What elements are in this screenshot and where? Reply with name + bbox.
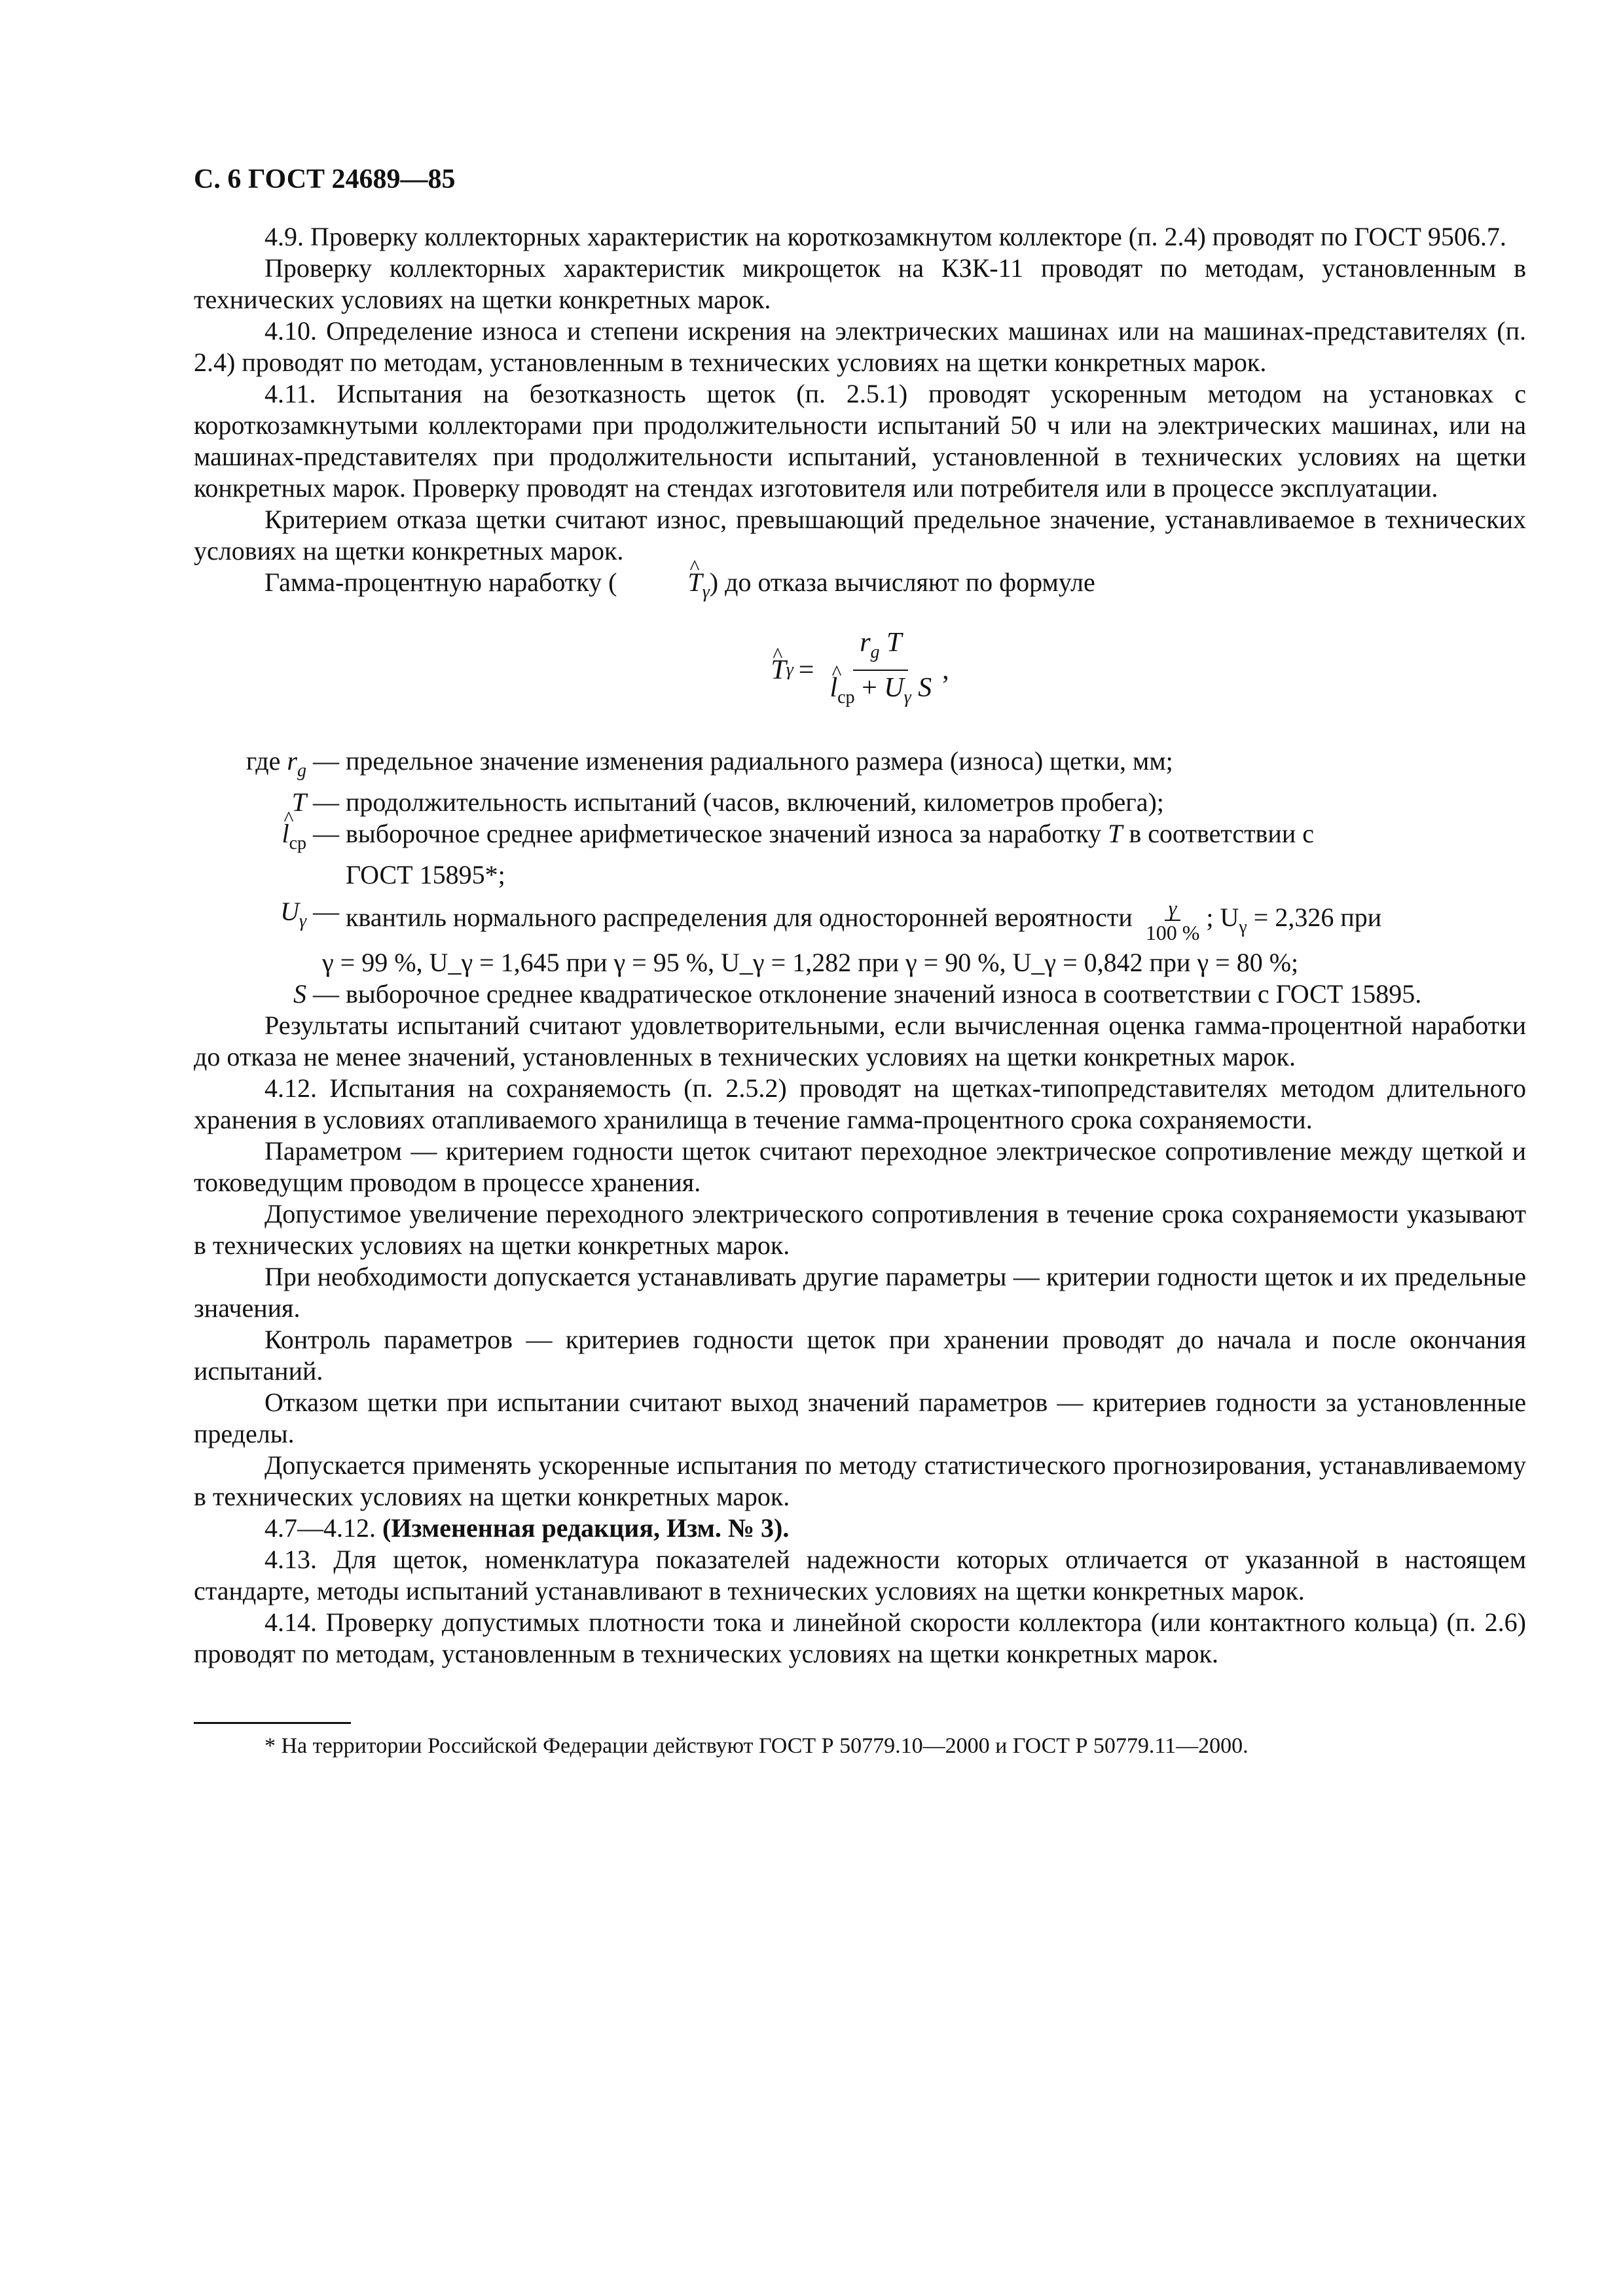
U-symbol: U [280, 897, 299, 926]
symbol-definitions [194, 745, 1526, 1010]
paragraph-failure-criterion: Критерием отказа щетки считают износ, превышающий предельное значение, устанавливаемое в технических условиях на щетки конкретных марок. [194, 505, 1526, 565]
amendment-number: 4.7—4.12. [264, 1513, 376, 1543]
rg-dash: — [313, 746, 339, 776]
gamma-intro-before: Гамма-процентную наработку ( [264, 567, 617, 597]
page-header: С. 6 ГОСТ 24689—85 [194, 164, 456, 194]
U-text-b-sub: γ [1239, 917, 1247, 938]
rg-text: предельное значение изменения радиального размера (износа) щетки, мм; [346, 746, 1173, 776]
amendment-note: (Измененная редакция, Изм. № 3). [382, 1513, 790, 1543]
U-frac-num: γ [1165, 896, 1181, 921]
l-text-cont: ГОСТ 15895*; [346, 860, 505, 889]
definition-U: $U_\gamma$ — квантиль нормального распределения для односторонней вероятности $\frac{\gamma}{100 \%}$ ; $U_\gamma = 2,326$ при [280, 896, 1382, 944]
definition-S: S — выборочное среднее квадратическое отклонение значений износа в соответствии с ГОСТ 15895. [194, 978, 1526, 1010]
paragraph-4-14: 4.14. Проверку допустимых плотности тока и линейной скорости коллектора (или контактного кольца) (п. 2.6) проводят по методам, установленным в технических условиях на щетки конкретных марок. [194, 1607, 1526, 1668]
S-symbol: S [293, 979, 306, 1009]
l-symbol-sub: ср [289, 833, 306, 853]
rg-symbol: r [287, 746, 297, 776]
paragraph-failure-storage: Отказом щетки при испытании считают выход значений параметров — критериев годности за установленные пределы. [194, 1388, 1526, 1448]
l-text-a: выборочное среднее арифметическое значений износа за наработку [346, 819, 1102, 848]
formula-equals: = [798, 655, 814, 685]
rg-symbol-sub: g [297, 761, 306, 781]
formula-den-l-sub: ср [837, 687, 855, 708]
formula-lhs-T: ^ T [771, 655, 786, 686]
definition-T: T — продолжительность испытаний (часов, включений, километров пробега); [194, 787, 1526, 818]
paragraph-other-parameters: При необходимости допускается устанавливать другие параметры — критерии годности щеток и их предельные значения. [194, 1262, 1526, 1323]
formula-den-S: S [918, 673, 932, 703]
formula-den-U-sub: γ [903, 687, 911, 708]
U-symbol-sub: γ [299, 911, 306, 931]
U-text-c: = 2,326 при [1247, 903, 1382, 933]
formula-num-r-sub: g [870, 642, 880, 662]
document-page [194, 164, 1526, 1759]
l-text-b: в соответствии с [1129, 819, 1314, 848]
paragraph-control: Контроль параметров — критериев годности щеток при хранении проводят до начала и после окончания испытаний. [194, 1325, 1526, 1386]
paragraph-results: Результаты испытаний считают удовлетворительными, если вычисленная оценка гамма-процентной наработки до отказа не менее значений, установленных в технических условиях на щетки конкретных марок. [194, 1011, 1526, 1071]
formula-numerator [853, 627, 908, 671]
formula-den-plus: + [862, 673, 877, 703]
formula-lhs-sub: γ [786, 660, 793, 680]
paragraph-accelerated: Допускается применять ускоренные испытания по методу статистического прогнозирования, устанавливаемому в технических условиях на щетки конкретных марок. [194, 1450, 1526, 1511]
definition-rg [194, 745, 1526, 787]
paragraph-4-10: 4.10. Определение износа и степени искрения на электрических машинах или на машинах-представителях (п. 2.4) проводят по методам, установленным в технических условиях на щетки конкретных марок. [194, 316, 1526, 377]
formula-denominator [823, 671, 938, 713]
formula-den-U: U [884, 673, 904, 703]
paragraph-4-9: 4.9. Проверку коллекторных характеристик на короткозамкнутом коллекторе (п. 2.4) проводят по ГОСТ 9506.7. [264, 222, 1506, 251]
footnote: * На территории Российской Федерации действуют ГОСТ Р 50779.10—2000 и ГОСТ Р 50779.11—2000. [264, 1734, 1249, 1758]
paragraph-gamma-intro [194, 567, 1526, 608]
formula-fraction [823, 627, 938, 713]
T-text: продолжительность испытаний (часов, включений, километров пробега); [346, 787, 1164, 817]
formula-num-T: T [886, 628, 902, 658]
gamma-symbol-sub: γ [702, 582, 710, 602]
gamma-symbol-T: ^ T [617, 567, 702, 598]
U-text-a: квантиль нормального распределения для односторонней вероятности [346, 903, 1133, 933]
formula-den-l: ^ l [830, 672, 837, 704]
footnote-rule [194, 1722, 351, 1724]
S-text: выборочное среднее квадратическое отклонение значений износа в соответствии с ГОСТ 15895. [346, 979, 1422, 1009]
paragraph-4-13: 4.13. Для щеток, номенклатура показателей надежности которых отличается от указанной в настоящем стандарте, методы испытаний устанавливают в технических условиях на щетки конкретных марок. [194, 1545, 1526, 1605]
gamma-intro-after: ) до отказа вычисляют по формуле [709, 567, 1095, 597]
paragraph-permissible-increase: Допустимое увеличение переходного электрического сопротивления в течение срока сохраняемости указывают в технических условиях на щетки конкретных марок. [194, 1199, 1526, 1260]
paragraph-kzk-11: Проверку коллекторных характеристик микрощеток на КЗК-11 проводят по методам, установленным в технических условиях на щетки конкретных марок. [194, 253, 1526, 314]
where-label: где [246, 746, 281, 776]
formula-num-r: r [860, 628, 871, 658]
U-text-b: ; U [1206, 903, 1239, 933]
paragraph-4-12: 4.12. Испытания на сохраняемость (п. 2.5.2) проводят на щетках-типопредставителях методом длительного хранения в условиях отапливаемого хранилища в течение гамма-процентного срока сохраняемости. [194, 1073, 1526, 1134]
paragraph-amendment [194, 1513, 1526, 1544]
l-symbol: ^ l [282, 818, 289, 850]
definition-l: ^ $l_{ср}$ — выборочное среднее арифметическое значений износа за наработку T в соответствии с [194, 818, 1526, 859]
l-text-T: T [1108, 819, 1123, 848]
paragraph-4-11: 4.11. Испытания на безотказность щеток (п. 2.5.1) проводят ускоренным методом на установках с короткозамкнутыми коллекторами при продолжительности испытаний 50 ч или на электрических машинах, или на машинах-представителях при продолжительности испытаний, установленной в технических условиях на щетки конкретных марок. Проверку проводят на стендах изготовителя или потребителя или в процессе эксплуатации. [194, 379, 1526, 503]
formula-tail: , [942, 655, 949, 685]
formula-gamma-lifetime [194, 615, 1526, 726]
U-frac-den: 100 % [1145, 921, 1200, 944]
T-symbol: T [291, 787, 306, 817]
U-probability-fraction [1142, 896, 1204, 944]
U-values-line: γ = 99 %, U_γ = 1,645 при γ = 95 %, U_γ = 1,282 при γ = 90 %, U_γ = 0,842 при γ = 80 %; [322, 948, 1299, 977]
paragraph-parameter: Параметром — критерием годности щеток считают переходное электрическое сопротивление между щеткой и токоведущим проводом в процессе хранения. [194, 1136, 1526, 1197]
